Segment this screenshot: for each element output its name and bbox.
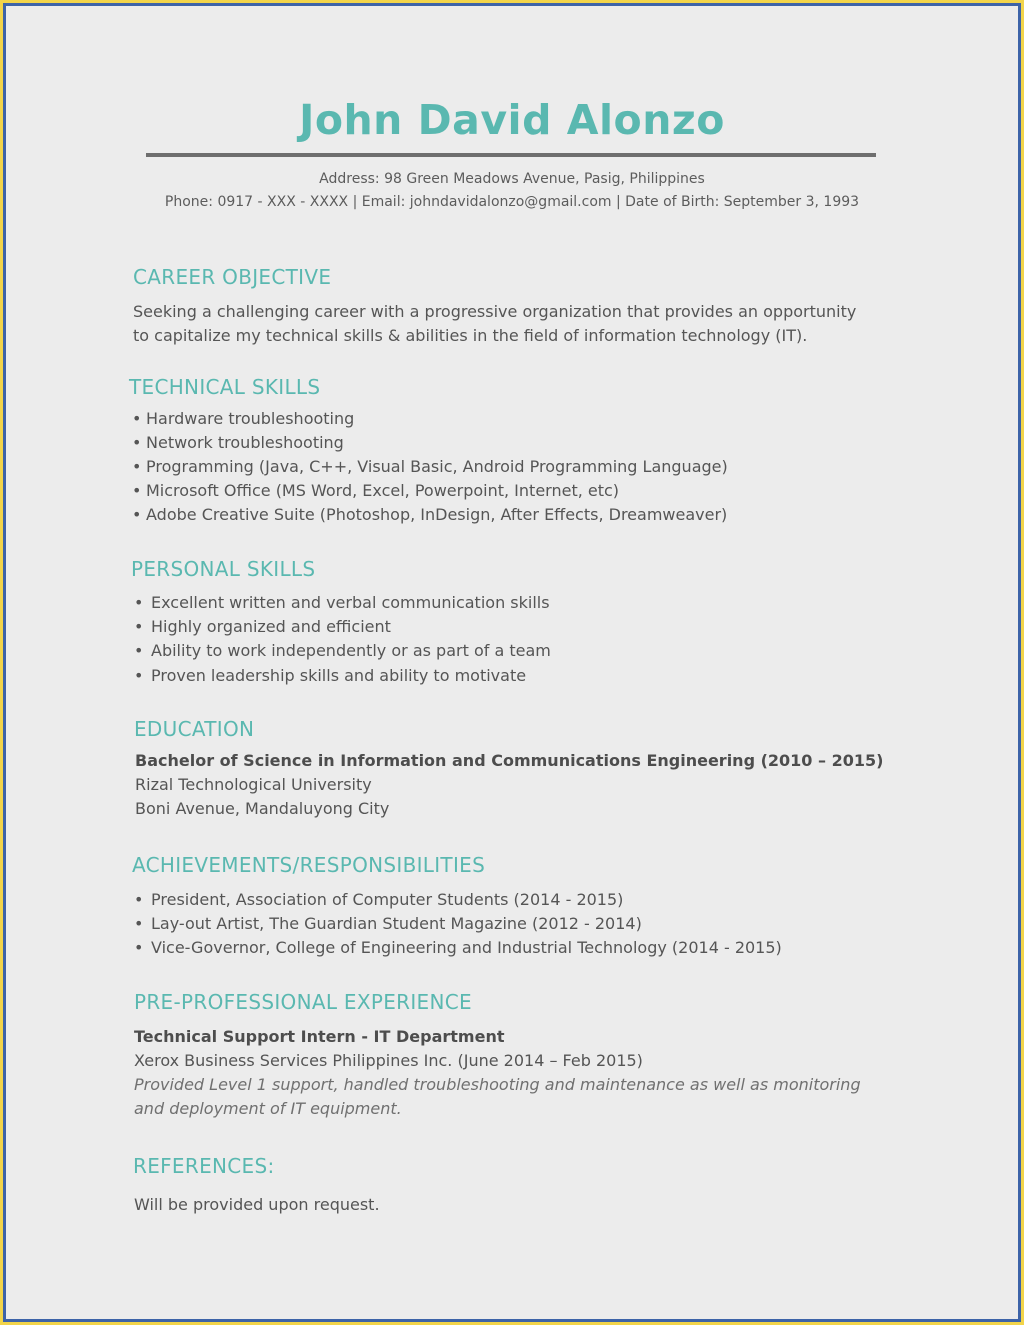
- technical-skill-item: • Programming (Java, C++, Visual Basic, Android Programming Language): [132, 457, 728, 476]
- bullet-icon: •: [134, 666, 144, 685]
- personal-skill-item: • Highly organized and efficient: [134, 617, 391, 636]
- experience-role: Technical Support Intern - IT Department: [134, 1027, 505, 1046]
- bullet-icon: •: [134, 890, 144, 909]
- references-text: Will be provided upon request.: [134, 1195, 380, 1214]
- education-degree: Bachelor of Science in Information and Communications Engineering (2010 – 2015): [135, 751, 884, 770]
- bullet-icon: •: [134, 641, 144, 660]
- achievements-heading: ACHIEVEMENTS/RESPONSIBILITIES: [132, 853, 486, 877]
- personal-skills-heading: PERSONAL SKILLS: [131, 557, 316, 581]
- resume-page: [6, 6, 1018, 1319]
- technical-skill-item: • Hardware troubleshooting: [132, 409, 355, 428]
- technical-skill-item: • Microsoft Office (MS Word, Excel, Powerpoint, Internet, etc): [132, 481, 620, 500]
- experience-description-line: Provided Level 1 support, handled troubleshooting and maintenance as well as monitoring: [134, 1075, 861, 1094]
- education-school: Rizal Technological University: [135, 775, 372, 794]
- achievement-item: • President, Association of Computer Students (2014 - 2015): [134, 890, 624, 909]
- career-objective-line: Seeking a challenging career with a progressive organization that provides an opportunity: [133, 302, 857, 321]
- achievement-item: • Vice-Governor, College of Engineering and Industrial Technology (2014 - 2015): [134, 938, 782, 957]
- education-location: Boni Avenue, Mandaluyong City: [135, 799, 390, 818]
- education-heading: EDUCATION: [134, 717, 255, 741]
- technical-skill-item: • Adobe Creative Suite (Photoshop, InDesign, After Effects, Dreamweaver): [132, 505, 728, 524]
- bullet-icon: •: [132, 409, 142, 428]
- name-divider: [146, 153, 876, 157]
- references-heading: REFERENCES:: [133, 1154, 275, 1178]
- personal-skill-item: • Excellent written and verbal communication skills: [134, 593, 550, 612]
- technical-skill-item: • Network troubleshooting: [132, 433, 344, 452]
- experience-description-line: and deployment of IT equipment.: [134, 1099, 402, 1118]
- bullet-icon: •: [134, 593, 144, 612]
- bullet-icon: •: [134, 914, 144, 933]
- bullet-icon: •: [132, 457, 142, 476]
- personal-skill-item: • Ability to work independently or as part of a team: [134, 641, 551, 660]
- career-objective-line: to capitalize my technical skills & abilities in the field of information technology (IT).: [133, 326, 808, 345]
- bullet-icon: •: [132, 505, 142, 524]
- achievement-item: • Lay-out Artist, The Guardian Student Magazine (2012 - 2014): [134, 914, 642, 933]
- personal-skill-item: • Proven leadership skills and ability to motivate: [134, 666, 527, 685]
- bullet-icon: •: [132, 481, 142, 500]
- experience-company: Xerox Business Services Philippines Inc. (June 2014 – Feb 2015): [134, 1051, 643, 1070]
- contact-details: Phone: 0917 - XXX - XXXX | Email: johndavidalonzo@gmail.com | Date of Birth: September 3, 1993: [164, 194, 860, 210]
- contact-address: Address: 98 Green Meadows Avenue, Pasig, Philippines: [319, 171, 705, 187]
- technical-skills-heading: TECHNICAL SKILLS: [129, 375, 321, 399]
- bullet-icon: •: [134, 938, 144, 957]
- bullet-icon: •: [132, 433, 142, 452]
- bullet-icon: •: [134, 617, 144, 636]
- career-objective-heading: CAREER OBJECTIVE: [133, 265, 332, 289]
- experience-heading: PRE-PROFESSIONAL EXPERIENCE: [134, 990, 472, 1014]
- resume-name: John David Alonzo: [299, 96, 725, 144]
